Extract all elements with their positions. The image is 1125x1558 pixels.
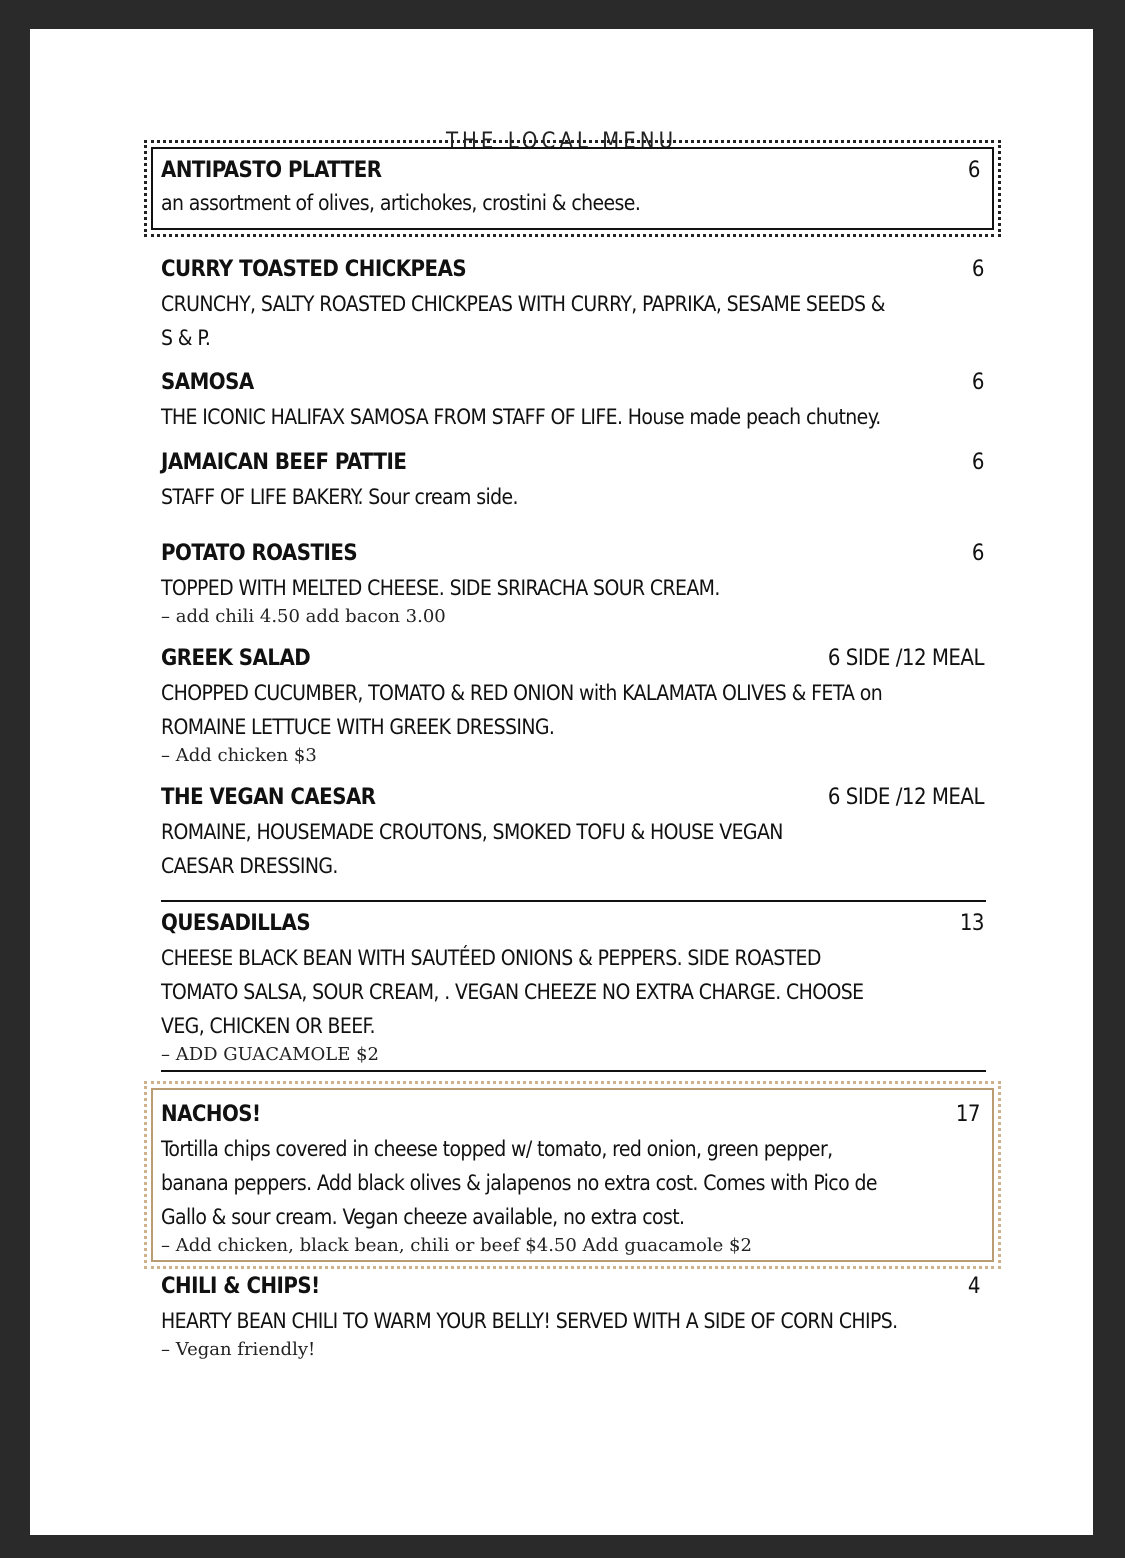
item-description: TOPPED WITH MELTED CHEESE. SIDE SRIRACHA SOUR CREAM. (161, 576, 720, 600)
item-name: JAMAICAN BEEF PATTIE (161, 450, 407, 475)
menu-item-vegan-caesar (161, 783, 986, 883)
item-name: GREEK SALAD (161, 646, 311, 671)
menu-item-samosa (161, 368, 986, 434)
item-description: HEARTY BEAN CHILI TO WARM YOUR BELLY! SERVED WITH A SIDE OF CORN CHIPS. (161, 1309, 898, 1333)
item-description: ROMAINE, HOUSEMADE CROUTONS, SMOKED TOFU & HOUSE VEGAN CAESAR DRESSING. (161, 820, 783, 878)
menu-page (30, 29, 1093, 1535)
menu-item-quesadillas (161, 909, 986, 1067)
item-note: – Add chicken, black bean, chili or beef $4.50 Add guacamole $2 (161, 1235, 752, 1256)
item-name: POTATO ROASTIES (161, 541, 358, 566)
menu-item-chili-and-chips (161, 1272, 986, 1362)
item-price: 6 (971, 257, 984, 282)
item-name: SAMOSA (161, 370, 254, 395)
item-name: CURRY TOASTED CHICKPEAS (161, 257, 467, 282)
item-note: – Vegan friendly! (161, 1339, 316, 1360)
item-description: STAFF OF LIFE BAKERY. Sour cream side. (161, 485, 518, 509)
item-name: CHILI & CHIPS! (161, 1274, 320, 1299)
item-name: ANTIPASTO PLATTER (161, 158, 382, 183)
menu-title: THE LOCAL MENU (445, 129, 678, 154)
menu-item-greek-salad (161, 644, 986, 768)
item-name: NACHOS! (161, 1102, 261, 1127)
item-price: 6 SIDE /12 MEAL (827, 785, 984, 810)
divider-top (161, 900, 986, 902)
item-description: CRUNCHY, SALTY ROASTED CHICKPEAS WITH CURRY, PAPRIKA, SESAME SEEDS & S & P. (161, 292, 885, 350)
menu-item-jamaican-beef-pattie (161, 448, 986, 514)
divider-bottom (161, 1070, 986, 1072)
item-note: – Add chicken $3 (161, 745, 317, 766)
item-price: 6 (971, 541, 984, 566)
item-note: – add chili 4.50 add bacon 3.00 (161, 606, 446, 627)
item-price: 6 (971, 450, 984, 475)
item-price: 17 (955, 1102, 980, 1127)
item-description: an assortment of olives, artichokes, crostini & cheese. (161, 191, 641, 215)
menu-item-curry-toasted-chickpeas (161, 255, 986, 355)
item-description: CHEESE BLACK BEAN WITH SAUTÉED ONIONS & PEPPERS. SIDE ROASTED TOMATO SALSA, SOUR CREAM, . VEGAN CHEEZE NO EXTRA CHARGE. CHOOSE VEG, CHICKEN OR BEEF. (161, 946, 864, 1038)
item-name: QUESADILLAS (161, 911, 311, 936)
item-price: 6 (967, 158, 980, 183)
menu-item-nachos (161, 1100, 986, 1258)
item-price: 4 (967, 1274, 980, 1299)
item-description: CHOPPED CUCUMBER, TOMATO & RED ONION with KALAMATA OLIVES & FETA on ROMAINE LETTUCE WITH GREEK DRESSING. (161, 681, 883, 739)
menu-item-antipasto-platter (161, 156, 986, 220)
item-price: 6 SIDE /12 MEAL (827, 646, 984, 671)
item-price: 13 (959, 911, 984, 936)
item-note: – ADD GUACAMOLE $2 (161, 1044, 379, 1065)
item-price: 6 (971, 370, 984, 395)
item-description: THE ICONIC HALIFAX SAMOSA FROM STAFF OF LIFE. House made peach chutney. (161, 405, 881, 429)
item-description: Tortilla chips covered in cheese topped w/ tomato, red onion, green pepper, banana peppers. Add black olives & jalapenos no extra cost. Comes with Pico de Gallo & sour cream. Vegan cheeze available, no extra cost. (161, 1137, 877, 1229)
menu-item-potato-roasties (161, 539, 986, 629)
item-name: THE VEGAN CAESAR (161, 785, 376, 810)
